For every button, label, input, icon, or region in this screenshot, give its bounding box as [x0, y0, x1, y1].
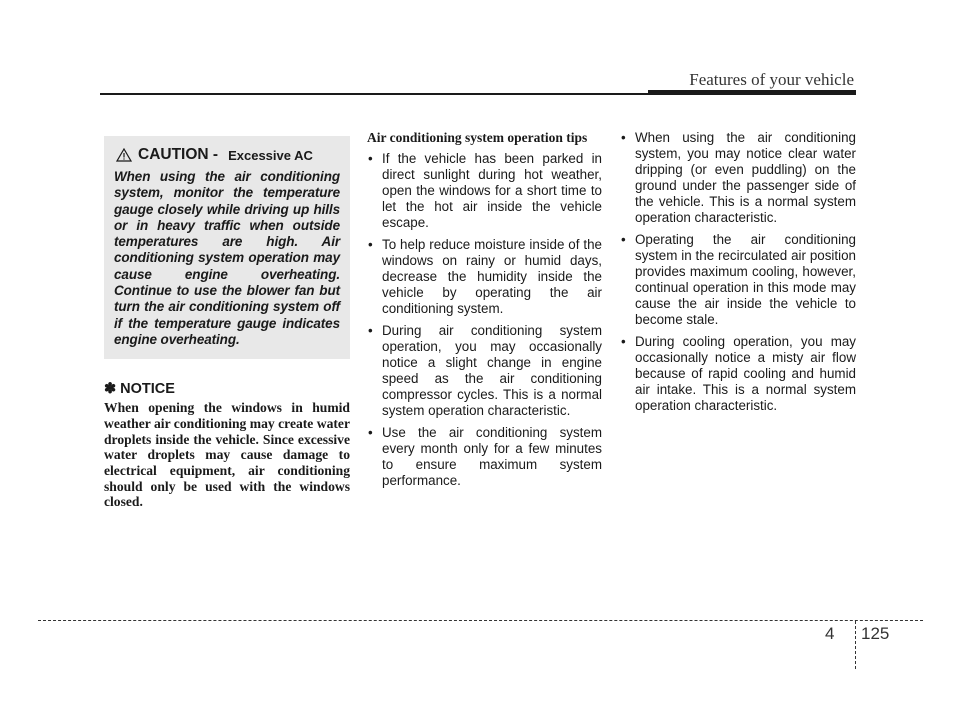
section-title: Air conditioning system operation tips — [367, 130, 588, 145]
list-item: • If the vehicle has been parked in direct sunlight during hot weather, open the windows for a short time to let the hot air inside the vehicle escape. — [367, 151, 602, 231]
notice-symbol-icon: ✽ — [104, 381, 117, 398]
page-number: 125 — [861, 624, 890, 643]
list-item: • Operating the air conditioning system in the recirculated air position provides maximum cooling, however, continual operation in this mode may cause the air inside the vehicle to become stale. — [620, 232, 856, 328]
list-item: • When using the air conditioning system, you may notice clear water dripping (or even puddling) on the ground under the passenger side of the vehicle. This is a normal system operation characteristic. — [620, 130, 856, 226]
list-item: • Use the air conditioning system every month only for a few minutes to ensure maximum system performance. — [367, 425, 602, 489]
page-header-title: Features of your vehicle — [689, 70, 854, 89]
footer-rule — [38, 620, 923, 621]
list-item: • During cooling operation, you may occasionally notice a misty air flow because of rapid cooling and humid air intake. This is a normal system operation characteristic. — [620, 334, 856, 414]
notice-heading — [104, 381, 350, 397]
tips-list — [367, 151, 602, 489]
tips-list-continued — [620, 130, 856, 414]
list-item: • During air conditioning system operation, you may occasionally notice a slight change in engine speed as the air conditioning compressor cycles. This is a normal system operation characteristic. — [367, 323, 602, 419]
list-item: • To help reduce moisture inside of the windows on rainy or humid days, decrease the humidity inside the vehicle by operating the air conditioning system. — [367, 237, 602, 317]
left-column — [104, 130, 350, 510]
footer-divider — [855, 621, 856, 669]
header-accent-bar — [648, 90, 856, 95]
caution-body: When using the air conditioning system, monitor the temperature gauge closely while driving up hills or in heavy traffic when outside temperatures are high. Air conditioning system operation may cause engine overheating. Continue to use the blower fan but turn the air conditioning system off if the temperature gauge indicates engine overheating. — [114, 169, 340, 347]
chapter-number: 4 — [825, 624, 835, 643]
notice-body: When opening the windows in humid weather air conditioning may create water droplets inside the vehicle. Since excessive water droplets may cause damage to electrical equipment, air conditioning should only be used with the windows closed. — [104, 400, 350, 510]
caution-box — [104, 136, 350, 359]
caution-title: CAUTION - — [138, 146, 219, 163]
notice-title: NOTICE — [120, 381, 175, 398]
right-column — [620, 130, 856, 420]
caution-subtitle: Excessive AC — [228, 147, 313, 163]
middle-column — [367, 130, 602, 495]
warning-triangle-icon — [116, 148, 132, 162]
caution-heading — [114, 146, 340, 164]
